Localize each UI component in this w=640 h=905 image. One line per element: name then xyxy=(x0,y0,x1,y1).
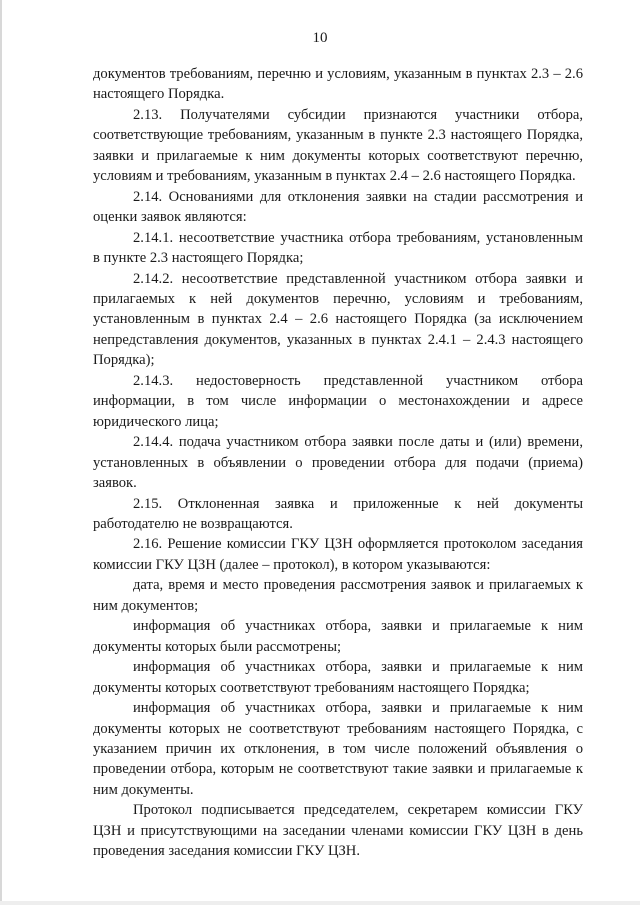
paragraph: 2.14.4. подача участником отбора заявки после даты и (или) времени, установленных в объявлении о проведении отбора для подачи (приема) заявок. xyxy=(93,434,583,492)
paragraph: информация об участниках отбора, заявки и прилагаемые к ним документы которых были рассмотрены; xyxy=(93,618,583,655)
paragraph: Протокол подписывается председателем, секретарем комиссии ГКУ ЦЗН и присутствующими на заседании членами комиссии ГКУ ЦЗН в день проведения заседания комиссии ГКУ ЦЗН. xyxy=(93,802,583,860)
paragraph: 2.14.1. несоответствие участника отбора требованиям, установленным в пункте 2.3 настоящего Порядка; xyxy=(93,229,583,267)
document-body xyxy=(93,64,583,862)
scan-left-edge xyxy=(0,0,2,905)
paragraph: дата, время и место проведения рассмотрения заявок и прилагаемых к ним документов; xyxy=(93,577,583,614)
page-number: 10 xyxy=(312,30,328,46)
scan-bottom-edge xyxy=(0,901,640,905)
paragraph: 2.14.3. недостоверность представленной участником отбора информации, в том числе информации о местонахождении и адресе юридического лица; xyxy=(93,372,583,430)
paragraph: информация об участниках отбора, заявки и прилагаемые к ним документы которых не соответствуют требованиям настоящего Порядка, с указанием причин их отклонения, в том числе положений объявления о проведении отбора, которым не соответствуют такие заявки и прилагаемые к ним документы. xyxy=(93,700,583,798)
paragraph: 2.13. Получателями субсидии признаются участники отбора, соответствующие требованиям, указанным в пункте 2.3 настоящего Порядка, заявки и прилагаемые к ним документы которых соответствуют перечню, условиям и требованиям, указанным в пунктах 2.4 – 2.6 настоящего Порядка. xyxy=(93,106,583,185)
paragraph: 2.14.2. несоответствие представленной участником отбора заявки и прилагаемых к ней документов перечню, условиям и требованиям, установленным в пунктах 2.4 – 2.6 настоящего Порядка (за исключением непредставления документов, указанных в пунктах 2.4.1 – 2.4.3 настоящего Порядка); xyxy=(93,270,583,369)
paragraph: 2.16. Решение комиссии ГКУ ЦЗН оформляется протоколом заседания комиссии ГКУ ЦЗН (далее – протокол), в котором указываются: xyxy=(93,536,583,573)
paragraph: документов требованиям, перечню и условиям, указанным в пунктах 2.3 – 2.6 настоящего Порядка. xyxy=(93,66,583,103)
paragraph: 2.15. Отклоненная заявка и приложенные к ней документы работодателю не возвращаются. xyxy=(93,495,583,532)
paragraph: информация об участниках отбора, заявки и прилагаемые к ним документы которых соответствуют требованиям настоящего Порядка; xyxy=(93,659,583,696)
paragraph: 2.14. Основаниями для отклонения заявки на стадии рассмотрения и оценки заявок являются: xyxy=(93,188,583,226)
